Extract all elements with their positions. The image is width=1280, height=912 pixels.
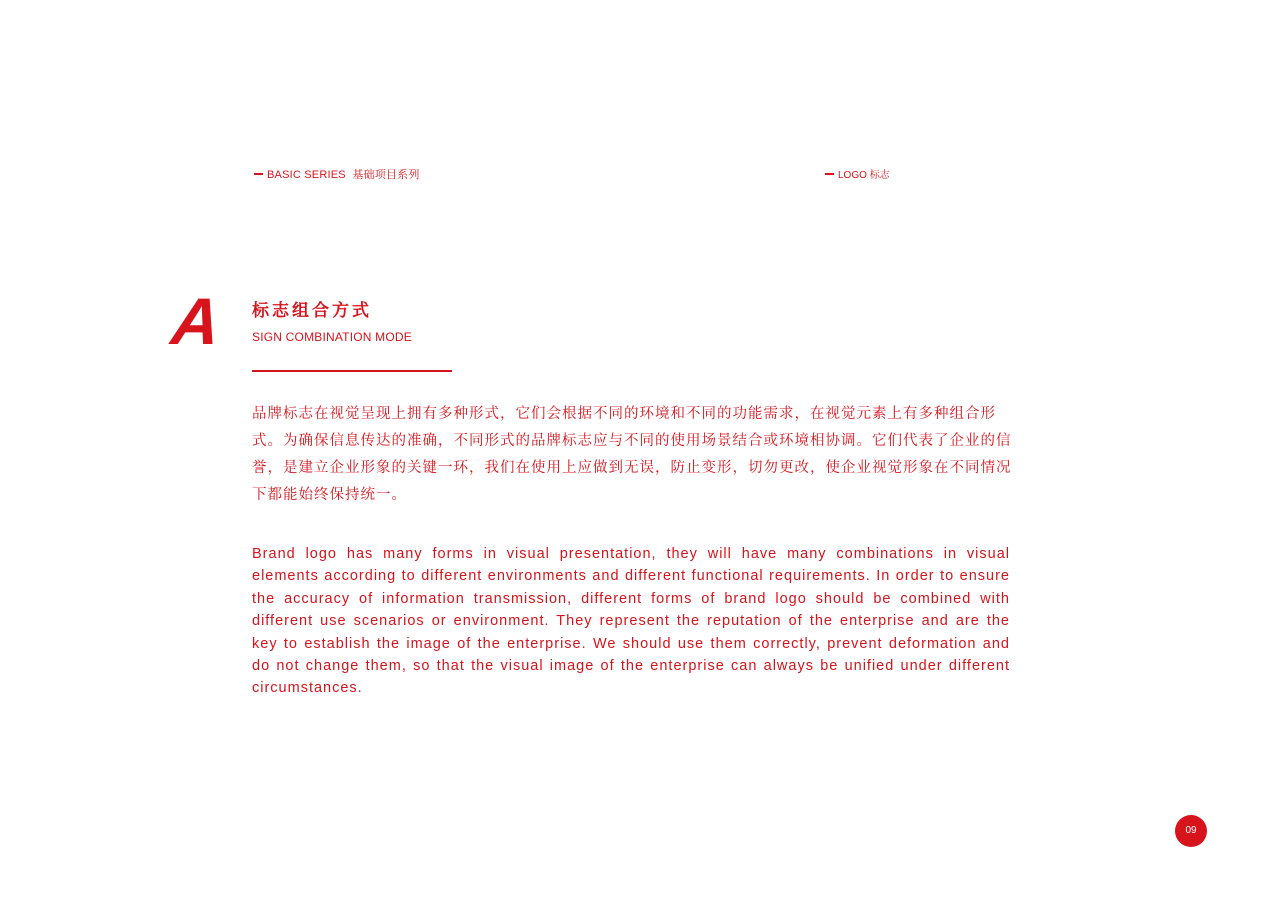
header-dash bbox=[825, 173, 834, 175]
header-series bbox=[254, 166, 420, 182]
page-number-badge: 09 bbox=[1175, 815, 1207, 847]
title-divider bbox=[252, 370, 452, 372]
header-section-en: LOGO bbox=[838, 170, 867, 181]
section-title-en: SIGN COMBINATION MODE bbox=[252, 330, 412, 344]
header-section bbox=[825, 166, 890, 181]
header-series-en: BASIC SERIES bbox=[267, 169, 346, 181]
header-series-cn: 基础项目系列 bbox=[352, 169, 420, 181]
header-dash bbox=[254, 173, 263, 175]
section-letter: A bbox=[168, 284, 222, 358]
body-paragraph-en: Brand logo has many forms in visual presentation, they will have many combinations in visual elements according to different environments and different functional requirements. In order to ensure the accuracy of information transmission, different forms of brand logo should be combined with different use scenarios or environment. They represent the reputation of the enterprise and are the key to establish the image of the enterprise. We should use them correctly, prevent deformation and do not change them, so that the visual image of the enterprise can always be unified under different circumstances. bbox=[252, 546, 1010, 697]
body-paragraph-cn: 品牌标志在视觉呈现上拥有多种形式，它们会根据不同的环境和不同的功能需求，在视觉元素上有多种组合形式。为确保信息传达的准确，不同形式的品牌标志应与不同的使用场景结合或环境相协调。它们代表了企业的信誉，是建立企业形象的关键一环，我们在使用上应做到无误，防止变形，切勿更改，使企业视觉形象在不同情况下都能始终保持统一。 bbox=[252, 406, 1012, 503]
header-section-cn: 标志 bbox=[869, 170, 890, 181]
section-title-cn: 标志组合方式 bbox=[252, 301, 372, 321]
